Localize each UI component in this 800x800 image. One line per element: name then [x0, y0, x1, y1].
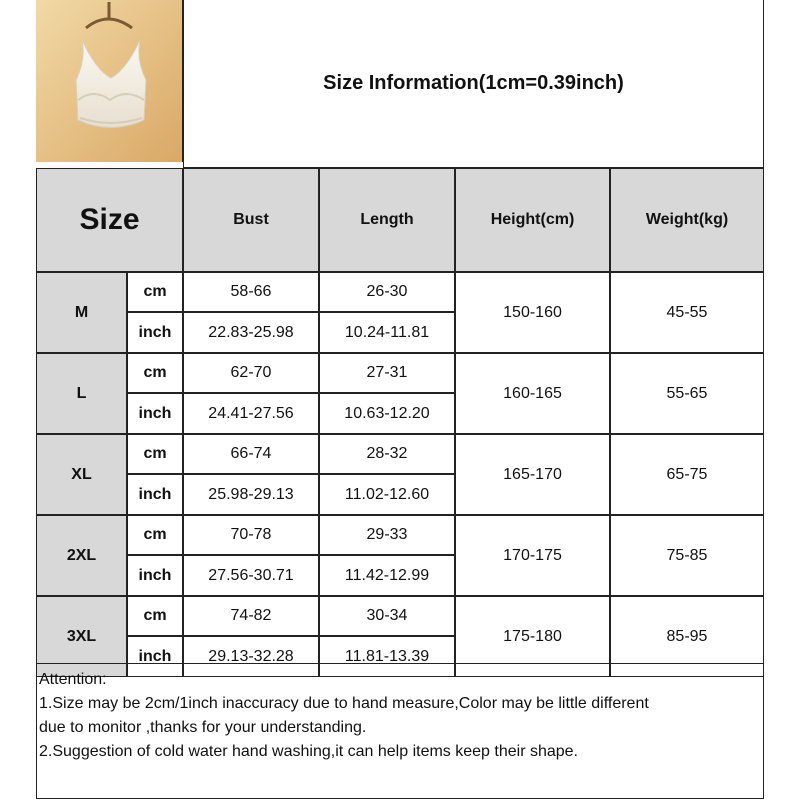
unit-label-inch: inch — [127, 555, 183, 596]
bust-cm: 62-70 — [183, 353, 319, 393]
bust-cm: 70-78 — [183, 515, 319, 555]
weight-range: 55-65 — [610, 353, 764, 434]
unit-label-inch: inch — [127, 393, 183, 434]
length-cm: 28-32 — [319, 434, 455, 474]
notes-heading: Attention: — [39, 671, 107, 688]
bust-inch: 22.83-25.98 — [183, 312, 319, 353]
notes-line: 1.Size may be 2cm/1inch inaccuracy due to hand measure,Color may be little different — [39, 695, 649, 712]
length-cm: 26-30 — [319, 272, 455, 312]
size-header: Size — [36, 168, 183, 272]
size-label: L — [36, 353, 127, 434]
bust-inch: 29.13-32.28 — [183, 636, 319, 677]
size-label: XL — [36, 434, 127, 515]
height-range: 150-160 — [455, 272, 610, 353]
height-header: Height(cm) — [455, 168, 610, 272]
length-cm: 29-33 — [319, 515, 455, 555]
length-cm: 30-34 — [319, 596, 455, 636]
attention-notes — [36, 663, 764, 799]
bust-cm: 74-82 — [183, 596, 319, 636]
notes-line: due to monitor ,thanks for your understanding. — [39, 719, 367, 736]
unit-label-cm: cm — [127, 434, 183, 474]
height-range: 175-180 — [455, 596, 610, 677]
size-chart — [36, 0, 764, 800]
unit-label-cm: cm — [127, 272, 183, 312]
page-title: Size Information(1cm=0.39inch) — [183, 0, 764, 168]
bust-cm: 58-66 — [183, 272, 319, 312]
length-inch: 11.42-12.99 — [319, 555, 455, 596]
bust-inch: 27.56-30.71 — [183, 555, 319, 596]
size-label: 2XL — [36, 515, 127, 596]
unit-label-cm: cm — [127, 515, 183, 555]
unit-label-inch: inch — [127, 312, 183, 353]
bust-cm: 66-74 — [183, 434, 319, 474]
length-inch: 10.63-12.20 — [319, 393, 455, 434]
notes-line: 2.Suggestion of cold water hand washing,it can help items keep their shape. — [39, 743, 578, 760]
height-range: 165-170 — [455, 434, 610, 515]
unit-label-cm: cm — [127, 353, 183, 393]
weight-range: 85-95 — [610, 596, 764, 677]
weight-header: Weight(kg) — [610, 168, 764, 272]
bust-header: Bust — [183, 168, 319, 272]
length-cm: 27-31 — [319, 353, 455, 393]
weight-range: 45-55 — [610, 272, 764, 353]
size-label: M — [36, 272, 127, 353]
product-photo — [36, 0, 183, 162]
weight-range: 75-85 — [610, 515, 764, 596]
height-range: 160-165 — [455, 353, 610, 434]
weight-range: 65-75 — [610, 434, 764, 515]
bra-product-image — [36, 0, 183, 162]
unit-label-inch: inch — [127, 474, 183, 515]
length-inch: 11.02-12.60 — [319, 474, 455, 515]
height-range: 170-175 — [455, 515, 610, 596]
bust-inch: 24.41-27.56 — [183, 393, 319, 434]
length-inch: 11.81-13.39 — [319, 636, 455, 677]
unit-label-inch: inch — [127, 636, 183, 677]
length-inch: 10.24-11.81 — [319, 312, 455, 353]
bust-inch: 25.98-29.13 — [183, 474, 319, 515]
size-label: 3XL — [36, 596, 127, 677]
length-header: Length — [319, 168, 455, 272]
unit-label-cm: cm — [127, 596, 183, 636]
